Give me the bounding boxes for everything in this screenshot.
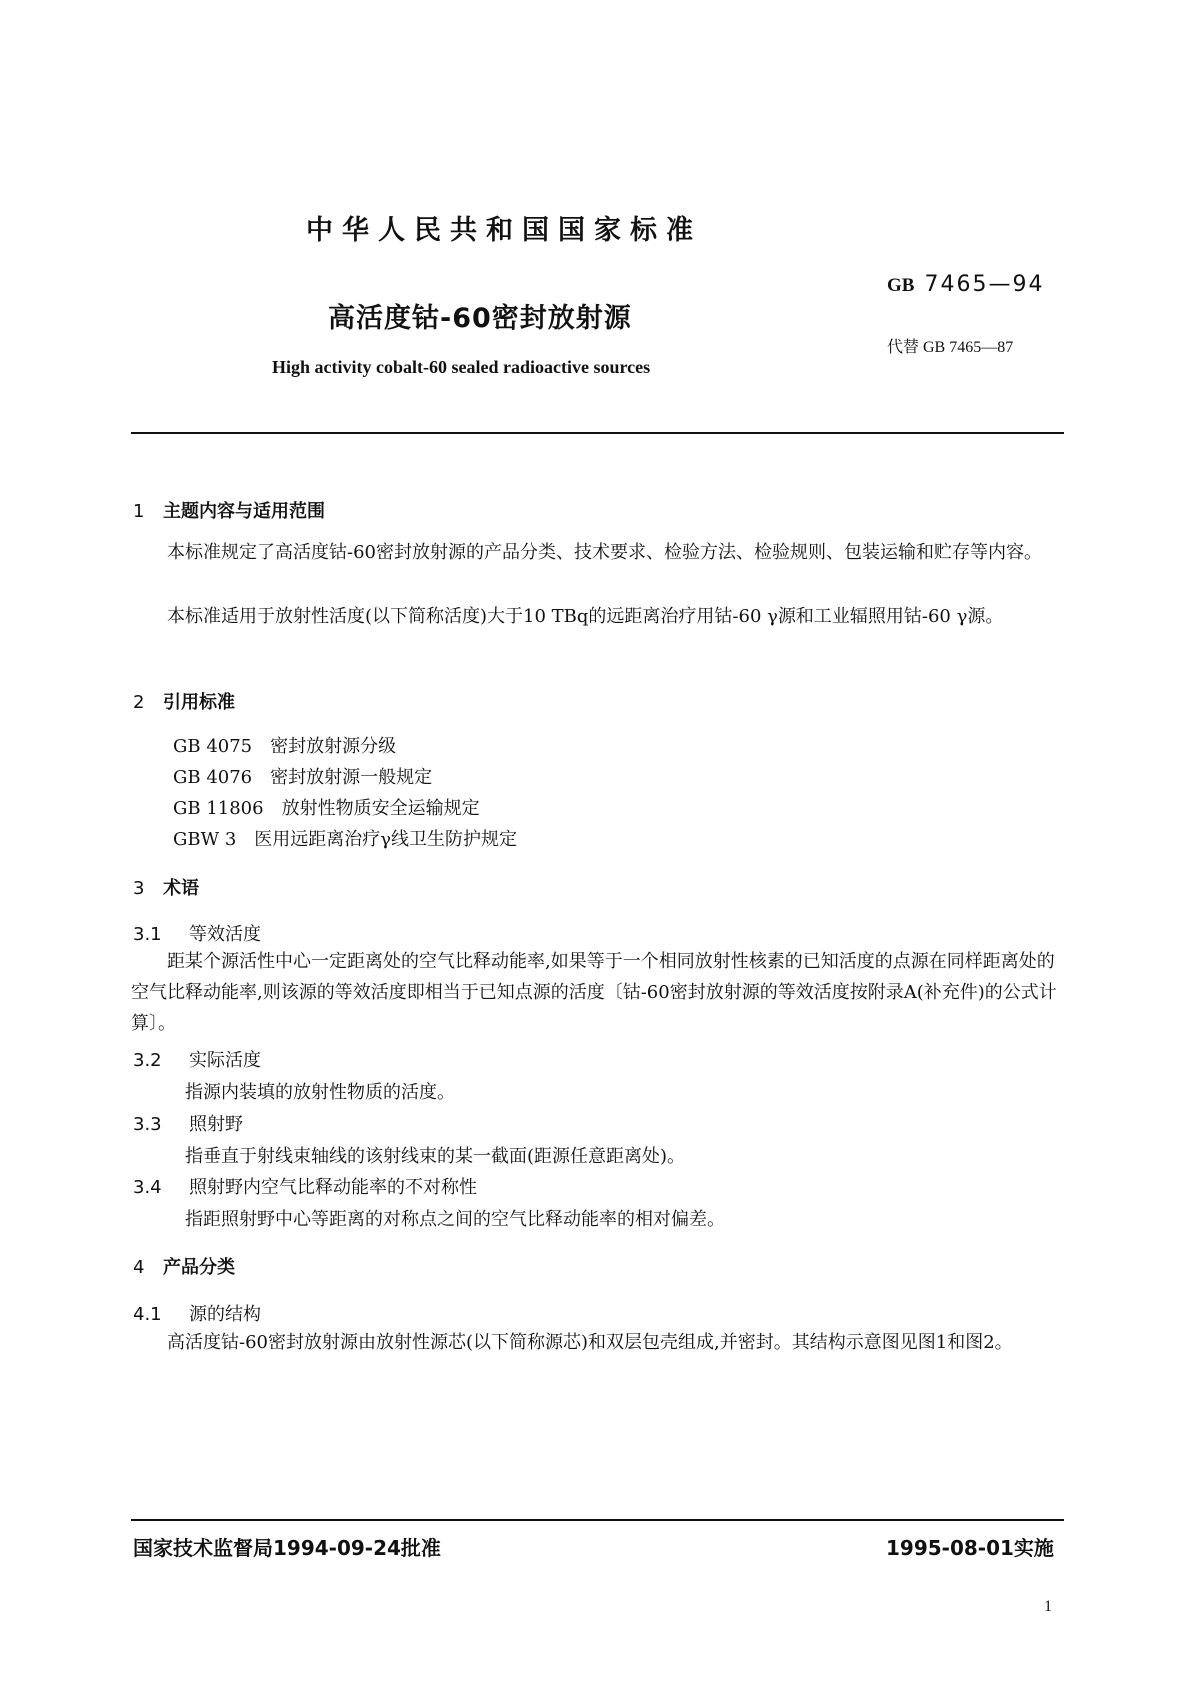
subsection-heading-3-1: 3.1 等效活度 bbox=[133, 924, 261, 945]
subsection-heading-3-3: 3.3 照射野 bbox=[133, 1114, 243, 1135]
subsection-heading-4-1: 4.1 源的结构 bbox=[133, 1304, 261, 1325]
header-divider bbox=[131, 432, 1064, 434]
reference-item: GB 4076 密封放射源一般规定 bbox=[173, 767, 433, 788]
standard-prefix: GB bbox=[887, 275, 915, 296]
subsection-heading-3-2: 3.2 实际活度 bbox=[133, 1050, 261, 1071]
term-3-3-definition: 指垂直于射线束轴线的该射线束的某一截面(距源任意距离处)。 bbox=[185, 1146, 686, 1167]
subsection-heading-3-4: 3.4 照射野内空气比释动能率的不对称性 bbox=[133, 1177, 477, 1198]
page-number: 1 bbox=[1044, 1598, 1052, 1615]
national-standard-heading: 中华人民共和国国家标准 bbox=[306, 215, 702, 246]
footer-divider bbox=[131, 1519, 1064, 1521]
term-3-2-definition: 指源内装填的放射性物质的活度。 bbox=[185, 1082, 455, 1103]
section-1-paragraph-1: 本标准规定了高活度钴-60密封放射源的产品分类、技术要求、检验方法、检验规则、包装运输和贮存等内容。 bbox=[167, 542, 1042, 563]
reference-item: GB 11806 放射性物质安全运输规定 bbox=[173, 798, 480, 819]
effective-date: 1995-08-01实施 bbox=[886, 1536, 1054, 1560]
section-heading-1: 1 主题内容与适用范围 bbox=[133, 501, 325, 522]
replaces-standard: 代替 GB 7465—87 bbox=[887, 339, 1014, 356]
section-1-paragraph-2: 本标准适用于放射性活度(以下简称活度)大于10 TBq的远距离治疗用钴-60 γ源和工业辐照用钴-60 γ源。 bbox=[167, 606, 1004, 627]
term-3-1-definition: 距某个源活性中心一定距离处的空气比释动能率,如果等于一个相同放射性核素的已知活度的点源在同样距离处的空气比释动能率,则该源的等效活度即相当于已知点源的活度〔钴-60密封放射源的等效活度按附录A(补充件)的公式计算〕。 bbox=[131, 951, 1057, 1034]
standard-number: 7465—94 bbox=[924, 272, 1045, 297]
reference-item: GB 4075 密封放射源分级 bbox=[173, 736, 397, 757]
document-title-en: High activity cobalt-60 sealed radioactive sources bbox=[272, 357, 651, 377]
reference-item: GBW 3 医用远距离治疗γ线卫生防护规定 bbox=[173, 829, 518, 850]
section-heading-2: 2 引用标准 bbox=[133, 692, 235, 713]
document-title-cn: 高活度钴-60密封放射源 bbox=[328, 303, 632, 334]
subsection-4-1-paragraph: 高活度钴-60密封放射源由放射性源芯(以下简称源芯)和双层包壳组成,并密封。其结构示意图见图1和图2。 bbox=[167, 1332, 1013, 1353]
section-heading-4: 4 产品分类 bbox=[133, 1257, 235, 1278]
section-heading-3: 3 术语 bbox=[133, 878, 199, 899]
standard-code bbox=[887, 271, 1044, 297]
term-3-4-definition: 指距照射野中心等距离的对称点之间的空气比释动能率的相对偏差。 bbox=[185, 1209, 725, 1230]
approval-date: 国家技术监督局1994-09-24批准 bbox=[133, 1536, 441, 1560]
